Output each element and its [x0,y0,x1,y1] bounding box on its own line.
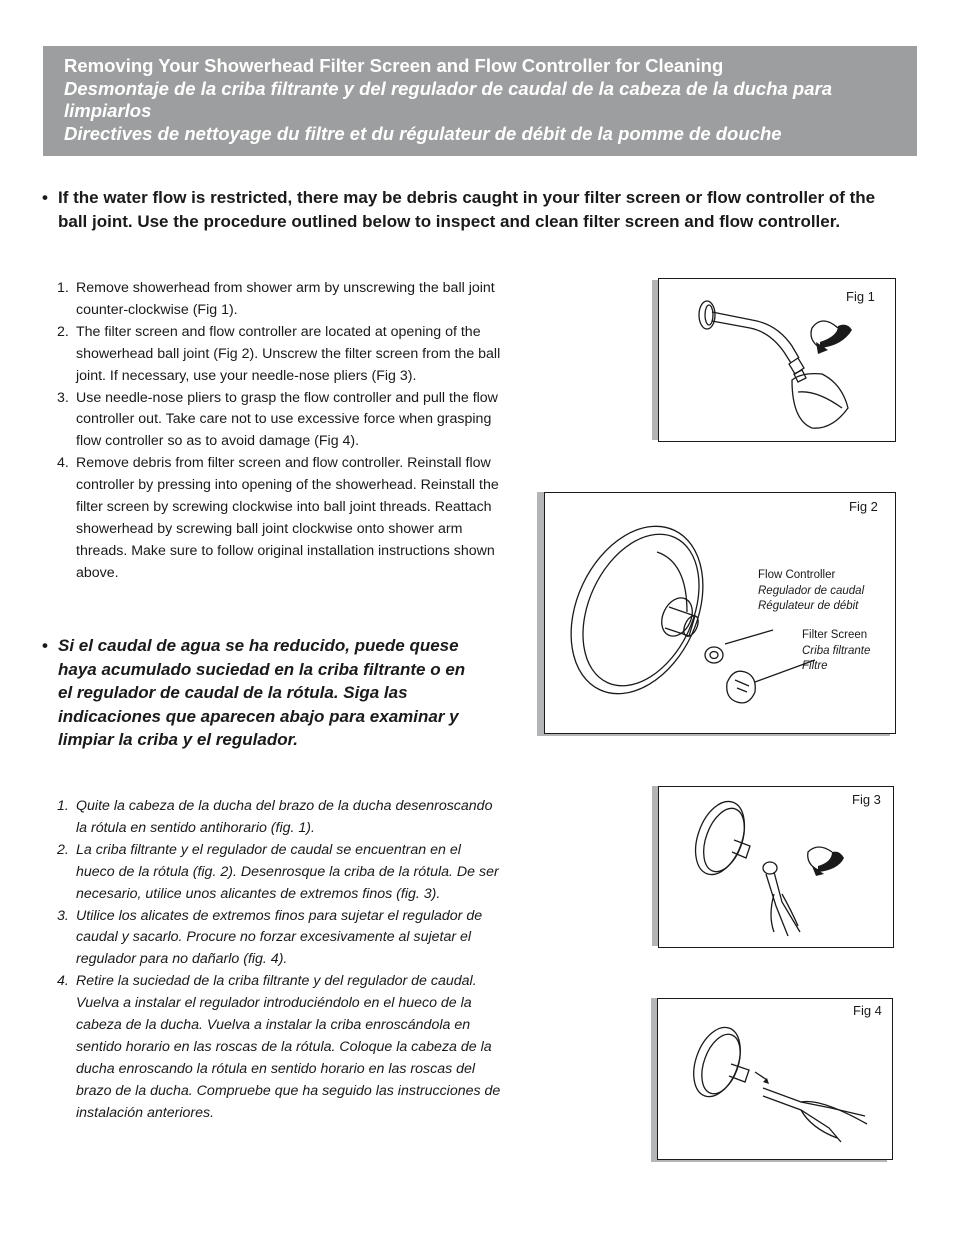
step-en-4 [42,453,502,584]
flow-controller-callout [758,568,864,615]
bullet: • [42,188,48,207]
figure-1-label: Fig 1 [846,289,875,304]
filter-screen-label-es: Criba filtrante [802,644,871,657]
pliers-unscrew-illustration [652,786,894,950]
filter-screen-label-en: Filter Screen [802,629,868,641]
step-number: 4. [57,973,69,990]
intro-es-text: Si el caudal de agua se ha reducido, puede quese haya acumulado suciedad en la criba filtrante o en el regulador de caudal de la rótula. Siga las indicaciones que aparecen abajo para examinar y limpiar la criba y el regulador. [58,636,466,749]
step-text: The filter screen and flow controller are located at opening of the showerhead ball joint (Fig 2). Unscrew the filter screen from the ball joint. If necessary, use your needle-nose pliers (Fig 3). [76,323,501,384]
step-es-1 [42,796,502,840]
step-number: 3. [57,389,69,406]
flow-controller-label-en: Flow Controller [758,569,836,581]
step-number: 2. [57,323,69,340]
step-text: Remove showerhead from shower arm by unscrewing the ball joint counter-clockwise (Fig 1). [76,280,495,318]
step-text: La criba filtrante y el regulador de caudal se encuentran en el hueco de la rótula (fig. 2). Desenrosque la criba de la rótula. De ser necesario, utilice unos alicantes de extremos finos (fig. 3). [76,841,499,902]
step-text: Retire la suciedad de la criba filtrante y del regulador de caudal. Vuelva a instalar el regulador introduciéndolo en el hueco de la cabeza de la ducha. Vuelva a instalar la criba enroscándola en sentido horario en las roscas de la rótula. Coloque la cabeza de la ducha enroscando la rótula en sentido horario en las roscas del brazo de la ducha. Compruebe que ha seguido las instrucciones de instalación anteriores. [76,973,501,1121]
step-es-4 [42,971,502,1124]
figure-4 [651,998,893,1164]
step-number: 1. [57,798,69,814]
step-number: 3. [57,907,69,924]
bullet: • [42,636,48,655]
step-number: 2. [57,841,69,858]
step-en-3 [42,388,502,454]
step-number: 4. [57,455,69,472]
step-number: 1. [57,280,69,296]
header-banner [43,46,917,156]
title-en: Removing Your Showerhead Filter Screen and Flow Controller for Cleaning [64,55,724,76]
intro-en [42,186,882,233]
steps-en-list [42,278,502,585]
flow-controller-label-fr: Régulateur de débit [758,600,859,612]
figure-1 [652,280,896,446]
flow-controller-label-es: Regulador de caudal [758,584,865,597]
filter-screen-callout [802,628,870,675]
title-es: Desmontaje de la criba filtrante y del regulador de caudal de la cabeza de la ducha para limpiarlos [64,77,833,122]
figure-2-label: Fig 2 [849,499,878,514]
step-text: Remove debris from filter screen and flow controller. Reinstall flow controller by pressing into opening of the showerhead. Reinstall the filter screen by screwing clockwise into ball joint threads. Reattach showerhead by screwing ball joint clockwise onto shower arm threads. Make sure to follow original installation instructions shown above. [76,455,499,581]
step-en-1 [42,278,502,322]
step-text: Use needle-nose pliers to grasp the flow controller and pull the flow controller out. Take care not to use excessive force when grasping flow controller so as to avoid damage (Fig 4). [76,389,498,450]
step-es-3 [42,906,502,972]
step-en-2 [42,322,502,388]
step-text: Quite la cabeza de la ducha del brazo de la ducha desenroscando la rótula en sentido antihorario (fig. 1). [76,798,493,836]
step-es-2 [42,840,502,906]
figure-2 [537,492,896,738]
steps-es-list [42,796,502,1125]
showerhead-exploded-illustration [537,492,896,738]
intro-en-text: If the water flow is restricted, there may be debris caught in your filter screen or flow controller of the ball joint. Use the procedure outlined below to inspect and clean filter screen and flow controller. [58,188,876,231]
pliers-pull-illustration [651,998,893,1164]
figure-4-label: Fig 4 [853,1003,882,1018]
figure-3 [652,786,894,950]
showerhead-arm-illustration [652,280,896,446]
intro-es [42,634,482,752]
filter-screen-label-fr: Filtre [802,660,828,672]
figure-3-label: Fig 3 [852,792,881,807]
step-text: Utilice los alicates de extremos finos para sujetar el regulador de caudal y sacarlo. Procure no forzar excesivamente al sujetar el regulador para no dañarlo (fig. 4). [76,907,483,968]
title-fr: Directives de nettoyage du filtre et du régulateur de débit de la pomme de douche [64,122,782,144]
